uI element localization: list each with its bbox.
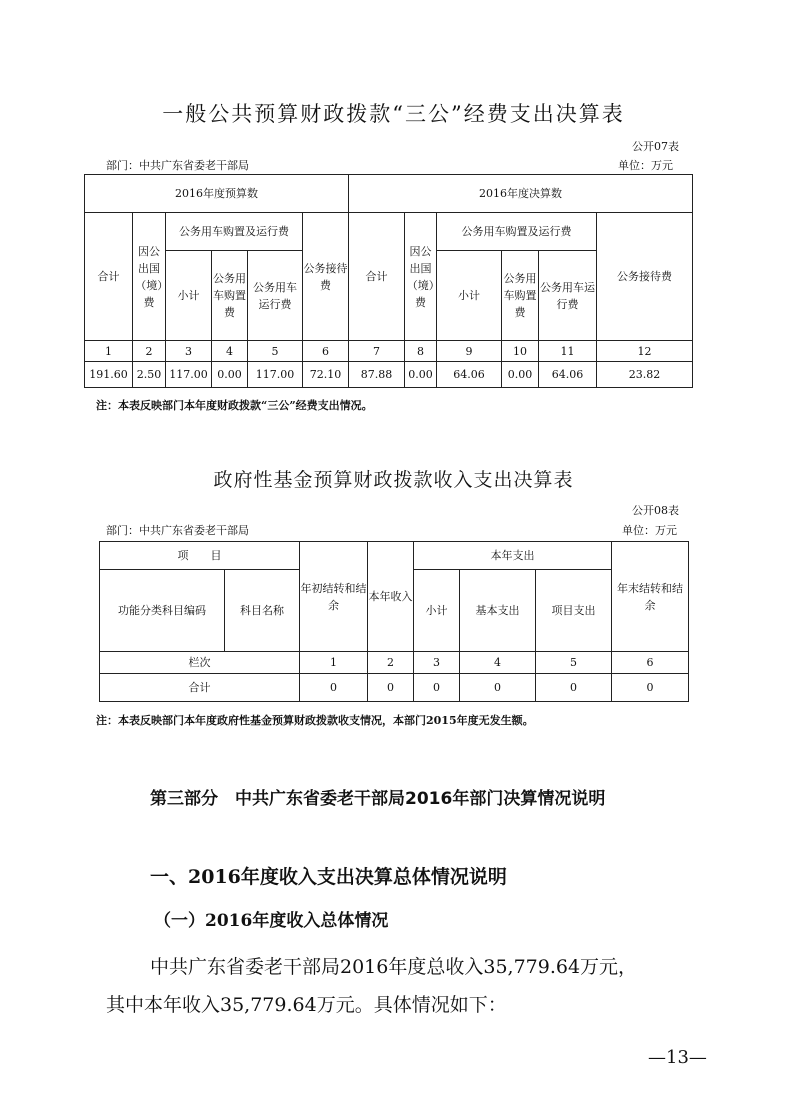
value-cell: 23.82	[597, 362, 693, 388]
value-cell: 72.10	[303, 362, 349, 388]
col-number: 2	[368, 652, 414, 674]
col-number: 1	[300, 652, 368, 674]
col-income: 本年收入	[368, 542, 414, 652]
col-abroad: 因公出国（境）费	[133, 213, 166, 341]
col-subject-name: 科目名称	[225, 570, 300, 652]
value-cell: 0.00	[502, 362, 539, 388]
table2-unit: 单位：万元	[622, 524, 677, 537]
col-subtotal: 小计	[437, 251, 502, 341]
col-number: 1	[85, 341, 133, 362]
col-number: 7	[349, 341, 405, 362]
col-func-code: 功能分类科目编码	[100, 570, 225, 652]
col-basic: 基本支出	[460, 570, 536, 652]
value-cell: 64.06	[539, 362, 597, 388]
value-cell: 191.60	[85, 362, 133, 388]
table1-note: 注：本表反映部门本年度财政拨款“三公”经费支出情况。	[96, 399, 373, 412]
col-abroad: 因公出国（境）费	[405, 213, 437, 341]
col-expense-group: 本年支出	[414, 542, 612, 570]
table2-dept: 部门：中共广东省委老干部局	[106, 524, 249, 537]
col-number: 4	[212, 341, 248, 362]
col-item: 项 目	[100, 542, 300, 570]
value-cell: 0	[460, 674, 536, 702]
col-begin-balance: 年初结转和结余	[300, 542, 368, 652]
value-cell: 0	[300, 674, 368, 702]
col-car-purchase: 公务用车购置费	[502, 251, 539, 341]
value-cell: 0.00	[212, 362, 248, 388]
table2-title: 政府性基金预算财政拨款收入支出决算表	[213, 469, 574, 491]
value-cell: 0.00	[405, 362, 437, 388]
col-total: 合计	[85, 213, 133, 341]
col-number: 8	[405, 341, 437, 362]
heading-level1: 一、2016年度收入支出决算总体情况说明	[150, 866, 507, 888]
section-heading: 第三部分 中共广东省委老干部局2016年部门决算情况说明	[150, 789, 606, 809]
table1	[84, 174, 693, 388]
table1-dept: 部门：中共广东省委老干部局	[106, 159, 249, 172]
heading-level2: （一）2016年度收入总体情况	[154, 911, 389, 931]
page-number: —13—	[648, 1047, 707, 1068]
value-cell: 0	[612, 674, 689, 702]
col-reception: 公务接待费	[597, 213, 693, 341]
col-car-purchase: 公务用车购置费	[212, 251, 248, 341]
value-cell: 117.00	[248, 362, 303, 388]
col-number: 3	[414, 652, 460, 674]
value-cell: 2.50	[133, 362, 166, 388]
table2-note: 注：本表反映部门本年度政府性基金预算财政拨款收支情况，本部门2015年度无发生额。	[96, 714, 534, 727]
col-number: 11	[539, 341, 597, 362]
col-number: 5	[248, 341, 303, 362]
col-total: 合计	[349, 213, 405, 341]
col-car-group: 公务用车购置及运行费	[437, 213, 597, 251]
value-cell: 87.88	[349, 362, 405, 388]
value-cell: 0	[368, 674, 414, 702]
paragraph-line: 其中本年收入35,779.64万元。具体情况如下：	[106, 994, 507, 1016]
col-car-run: 公务用车运行费	[248, 251, 303, 341]
final-header: 2016年度决算数	[349, 175, 693, 213]
col-car-run: 公务用车运行费	[539, 251, 597, 341]
table2-code: 公开08表	[632, 504, 679, 517]
col-car-group: 公务用车购置及运行费	[166, 213, 303, 251]
table2	[99, 541, 689, 702]
col-number: 12	[597, 341, 693, 362]
table1-code: 公开07表	[632, 140, 679, 153]
row-column-label: 栏次	[100, 652, 300, 674]
value-cell: 0	[536, 674, 612, 702]
paragraph-line: 中共广东省委老干部局2016年度总收入35,779.64万元，	[150, 956, 638, 978]
col-end-balance: 年末结转和结余	[612, 542, 689, 652]
value-cell: 64.06	[437, 362, 502, 388]
col-number: 6	[612, 652, 689, 674]
table1-unit: 单位：万元	[618, 159, 673, 172]
col-number: 5	[536, 652, 612, 674]
col-number: 4	[460, 652, 536, 674]
col-number: 10	[502, 341, 539, 362]
col-subtotal: 小计	[166, 251, 212, 341]
col-number: 2	[133, 341, 166, 362]
col-project: 项目支出	[536, 570, 612, 652]
budget-header: 2016年度预算数	[85, 175, 349, 213]
value-cell: 117.00	[166, 362, 212, 388]
col-number: 6	[303, 341, 349, 362]
col-number: 3	[166, 341, 212, 362]
table1-title: 一般公共预算财政拨款“三公”经费支出决算表	[162, 102, 625, 126]
value-cell: 0	[414, 674, 460, 702]
col-number: 9	[437, 341, 502, 362]
row-total-label: 合计	[100, 674, 300, 702]
col-reception: 公务接待费	[303, 213, 349, 341]
col-subtotal: 小计	[414, 570, 460, 652]
